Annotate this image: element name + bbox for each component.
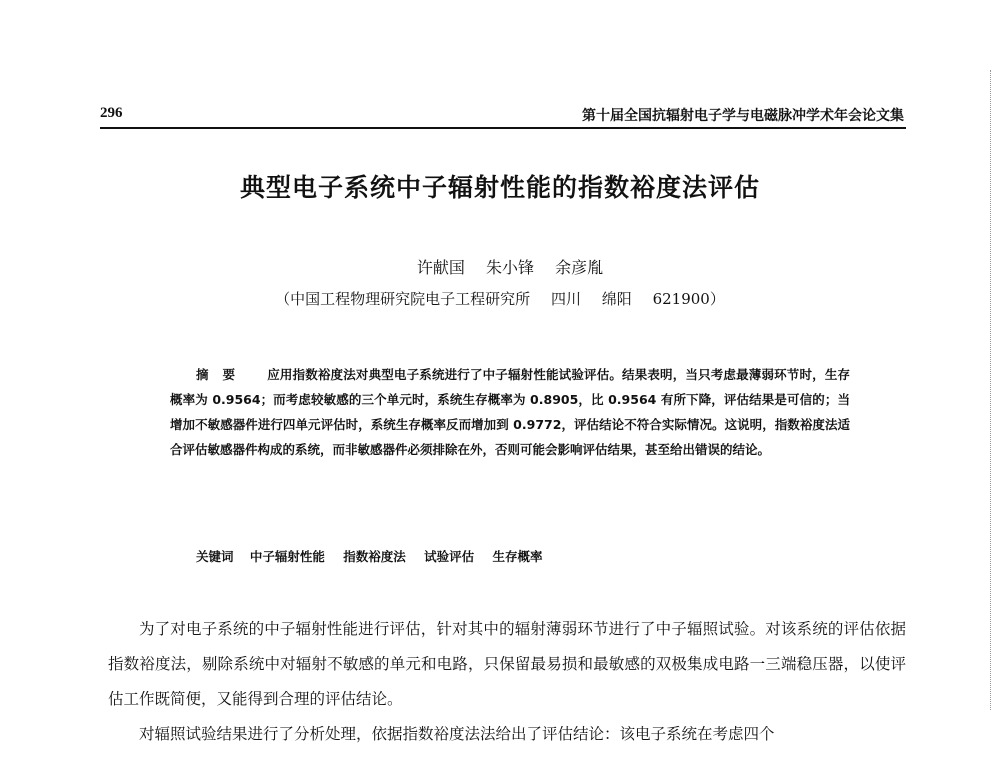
affiliation [0, 288, 1000, 309]
body-text [108, 612, 906, 752]
author-name: 余彦胤 [555, 258, 604, 277]
keywords [196, 547, 557, 565]
keyword: 生存概率 [492, 549, 543, 564]
body-paragraph: 为了对电子系统的中子辐射性能进行评估，针对其中的辐射薄弱环节进行了中子辐照试验。对该系统的评估依据指数裕度法，剔除系统中对辐射不敏感的单元和电路，只保留最易损和最敏感的双极集成电路一三端稳压器，以使评估工作既简便，又能得到合理的评估结论。 [108, 620, 906, 708]
affiliation-province: 四川 [550, 290, 581, 308]
keyword: 指数裕度法 [343, 549, 406, 564]
author-list [400, 255, 620, 278]
body-paragraph: 对辐照试验结果进行了分析处理，依据指数裕度法法给出了评估结论：该电子系统在考虑四个 [139, 725, 775, 743]
keywords-label: 关键词 [196, 549, 234, 564]
affiliation-city: 绵阳 [601, 290, 632, 308]
paper-title: 典型电子系统中子辐射性能的指数裕度法评估 [239, 173, 760, 202]
abstract [170, 362, 850, 462]
running-header: 第十届全国抗辐射电子学与电磁脉冲学术年会论文集 [582, 108, 904, 124]
abstract-label: 摘要 [196, 367, 250, 382]
affiliation-institute: （中国工程物理研究院电子工程研究所 [275, 290, 531, 308]
header-rule [100, 127, 906, 129]
author-name: 朱小锋 [485, 258, 534, 277]
affiliation-postcode: 621900） [652, 290, 725, 308]
keyword: 试验评估 [424, 549, 475, 564]
scan-edge [990, 70, 999, 710]
keyword: 中子辐射性能 [249, 549, 325, 564]
page-number: 296 [100, 105, 123, 121]
abstract-text: 应用指数裕度法对典型电子系统进行了中子辐射性能试验评估。结果表明，当只考虑最薄弱环节时，生存概率为 0.9564；而考虑较敏感的三个单元时，系统生存概率为 0.8905，比 0.9564 有所下降，评估结果是可信的；当增加不敏感器件进行四单元评估时，系统生存概率反而增加到 0.9772，评估结论不符合实际情况。这说明，指数裕度法适合评估敏感器件构成的系统，而非敏感器件必须排除在外，否则可能会影响评估结果，甚至给出错误的结论。 [170, 367, 850, 457]
author-name: 许献国 [416, 258, 465, 277]
